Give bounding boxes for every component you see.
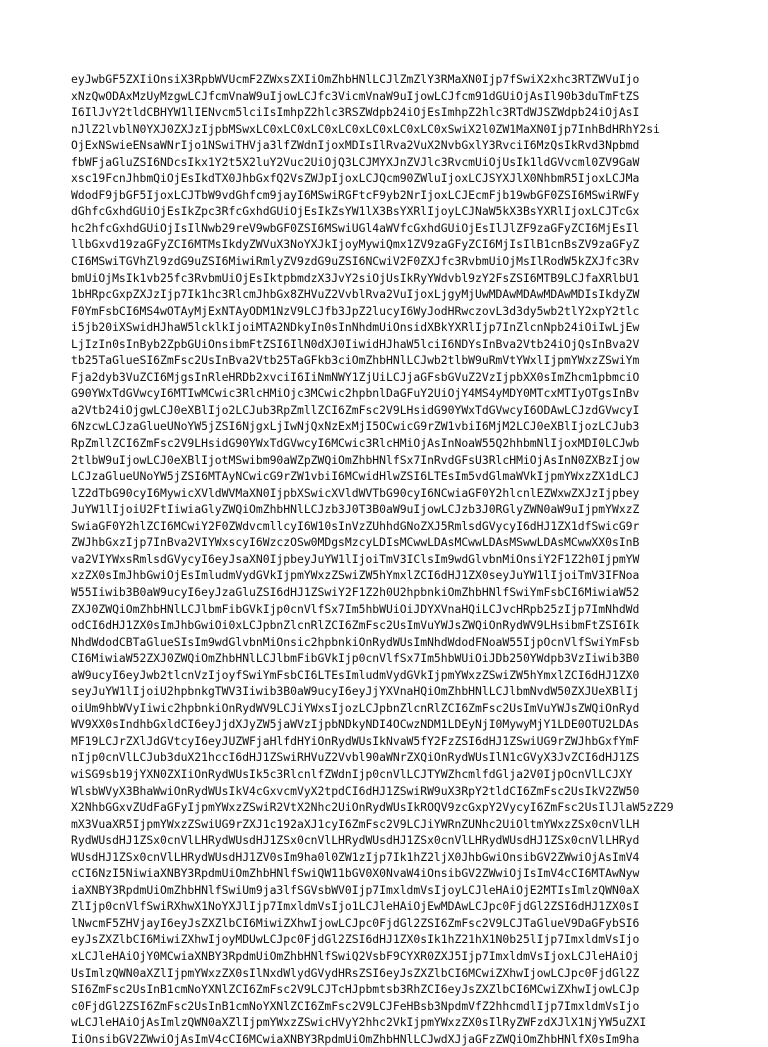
text-line: aW9ucyI6eyJwb2tlcnVzIjoyfSwiYmFsbCI6LTEsImludmVydGVkIjpmYWxzZSwiZW5hYmxlZCI6dHJ1ZX0 [71, 667, 640, 682]
text-line: OjExNSwieENsaWNrIjo1NSwiTHVja3lfZWdnIjoxMDIsIlRva2VuX2NvbGxlY3RvciI6MzQsIkRvd3Npbmd [71, 138, 640, 153]
text-line: xsc19FcnJhbmQiOjEsIkdTX0JhbGxfQ2VsZWJpIjoxLCJQcm90ZWluIjoxLCJSYXJlX0NhbmR5IjoxLCJMa [71, 171, 640, 186]
text-line: llbGxvd19zaGFyZCI6MTMsIkdyZWVuX3NoYXJkIjoyMywiQmx1ZV9zaGFyZCI6MjIsIlB1cnBsZV9zaGFyZ [71, 237, 640, 252]
text-line: bmUiOjMsIk1vb25fc3RvbmUiOjEsIktpbmdzX3JvY2siOjUsIkRyYWdvbl9zY2FsZSI6MTB9LCJfaXRlbU1 [71, 270, 640, 285]
text-line: W55Iiwib3B0aW9ucyI6eyJzaGluZSI6dHJ1ZSwiY2F1Z2h0U2hpbnkiOmZhbHNlfSwiYmFsbCI6MiwiaW52 [71, 584, 640, 599]
text-line: CI6MSwiTGVhZl9zdG9uZSI6MiwiRmlyZV9zdG9uZSI6NCwiV2F0ZXJfc3RvbmUiOjMsIlRodW5kZXJfc3Rv [71, 254, 640, 269]
text-line: seyJuYW1lIjoiU2hpbnkgTWV3Iiwib3B0aW9ucyI6eyJjYXVnaHQiOmZhbHNlLCJlbmNvdW50ZXJUeXBlIj [71, 684, 640, 699]
text-line: odCI6dHJ1ZX0sImJhbGwiOi0xLCJpbnZlcnRlZCI6ZmFsc2UsImVuYWJsZWQiOnRydWV9LHsibmFtZSI6Ik [71, 618, 640, 633]
text-line: SwiaGF0Y2hlZCI6MCwiY2F0ZWdvcmllcyI6W10sInVzZUhhdGNoZXJ5RmlsdGVycyI6dHJ1ZX1dfSwicG9r [71, 518, 640, 533]
text-line: WdodF9jbGF5IjoxLCJTbW9vdGhfcm9jayI6MSwiRGFtcF9yb2NrIjoxLCJEcmFjb19wbGF0ZSI6MSwiRWFy [71, 187, 640, 202]
text-line: a2Vtb24iOjgwLCJ0eXBlIjo2LCJub3RpZmllZCI6ZmFsc2V9LHsidG90YWxTdGVwcyI6ODAwLCJzdGVwcyI [71, 402, 640, 417]
text-line: cCI6NzI5NiwiaXNBY3RpdmUiOmZhbHNlfSwiQW11bGV0X0NvaW4iOnsibGV2ZWwiOjIsImV4cCI6MTAwNyw [71, 866, 640, 881]
text-line: 2tlbW9uIjowLCJ0eXBlIjotMSwibm90aWZpZWQiOmZhbHNlfSx7InRvdGFsU3RlcHMiOjAsInN0ZXBzIjow [71, 452, 640, 467]
text-line: xLCJleHAiOjY0MCwiaXNBY3RpdmUiOmZhbHNlfSwiQ2VsbF9CYXR0ZXJ5Ijp7ImxldmVsIjoxLCJleHAiOj [71, 948, 640, 963]
text-line: UsImlzQWN0aXZlIjpmYWxzZX0sIlNxdWlydGVydHRsZSI6eyJsZXZlbCI6MCwiZXhwIjowLCJpc0FjdGl2Z [71, 965, 640, 980]
text-line: JuYW1lIjoiU2FtIiwiaGlyZWQiOmZhbHNlLCJzb3J0T3B0aW9uIjowLCJzb3J0RGlyZWN0aW9uIjpmYWxzZ [71, 502, 640, 517]
text-line: ZWJhbGxzIjp7InBva2VIYWxscyI6WzczOSw0MDgsMzcyLDIsMCwwLDAsMCwwLDAsMSwwLDAsMCwwXX0sInB [71, 535, 640, 550]
text-line: lNwcmF5ZHVjayI6eyJsZXZlbCI6MiwiZXhwIjowLCJpc0FjdGl2ZSI6ZmFsc2V9LCJTaGlueV9DaGFybSI6 [71, 915, 640, 930]
text-line: 6NzcwLCJzaGlueUNoYW5jZSI6NjgxLjIwNjQxNzExMjI5OCwicG9rZW1vbiI6MjM2LCJ0eXBlIjozLCJub3 [71, 419, 640, 434]
text-line: WUsdHJ1ZSx0cnVlLHRydWUsdHJ1ZV0sIm9ha0l0ZW1zIjp7Ik1hZ2ljX0JhbGwiOnsibGV2ZWwiOjAsImV4 [71, 849, 640, 864]
text-line: F0YmFsbCI6MS4wOTAyMjExNTAyODM1NzV9LCJfb3JpZ2lucyI6WyJodHRwczovL3d3dy5wb2tlY2xpY2tlc [71, 303, 640, 318]
text-line: dGhfcGxhdGUiOjEsIkZpc3RfcGxhdGUiOjEsIkZsYW1lX3BsYXRlIjoyLCJNaW5kX3BsYXRlIjoxLCJTcGx [71, 204, 640, 219]
text-line: mX3VuaXR5IjpmYWxzZSwiUG9rZXJ1c192aXJ1cyI6ZmFsc2V9LCJiYWRnZUNhc2UiOltmYWxzZSx0cnVlLH [71, 816, 640, 831]
encoded-text-block [71, 71, 699, 1047]
text-line: I6IlJvY2tldCBHYW1lIENvcm5lciIsImhpZ2hlc3RSZWdpb24iOjEsImhpZ2hlc3RTdWJSZWdpb24iOjAsI [71, 105, 640, 120]
text-line: SI6ZmFsc2UsInB1cmNoYXNlZCI6ZmFsc2V9LCJTcHJpbmtsb3RhZCI6eyJsZXZlbCI6MCwiZXhwIjowLCJp [71, 982, 640, 997]
text-line: fbWFjaGluZSI6NDcsIkx1Y2t5X2luY2Vuc2UiOjQ3LCJMYXJnZVJlc3RvcmUiOjUsIk1ldGVvcml0ZV9GaW [71, 154, 640, 169]
text-line: X2NhbGGxvZUdFaGFyIjpmYWxzZSwiR2VtX2Nhc2UiOnRydWUsIkROQV9zcGxpY2VycyI6ZmFsc2UsIlJlaW5zZ29 [71, 800, 674, 815]
text-line: c0FjdGl2ZSI6ZmFsc2UsInB1cmNoYXNlZCI6ZmFsc2V9LCJFeHBsb3NpdmVfZ2hhcmdlIjp7ImxldmVsIjo [71, 998, 640, 1013]
text-line: LCJzaGlueUNoYW5jZSI6MTAyNCwicG9rZW1vbiI6MCwidHlwZSI6LTEsIm5vdGlmaWVkIjpmYWxzZX1dLCJ [71, 469, 640, 484]
text-line: nIjp0cnVlLCJub3duX21hccI6dHJ1ZSwiRHVuZ2Vvbl90aWNrZXQiOnRydWUsIlN1cGVyX3JvZCI6dHJ1ZS [71, 750, 640, 765]
text-line: nJlZ2lvblN0YXJ0ZXJzIjpbMSwxLC0xLC0xLC0xLC0xLC0xLC0xLC0xSwiX2l0ZW1MaXN0Ijp7InhBdHRhY2si [71, 121, 660, 136]
text-line: 1bHRpcGxpZXJzIjp7Ik1hc3RlcmJhbGx8ZHVuZ2VvblRva2VuIjoxLjgyMjUwMDAwMDAwMDAwMDIsIkdyZW [71, 287, 640, 302]
text-line: MF19LCJrZXlJdGVtcyI6eyJUZWFjaHlfdHYiOnRydWUsIkNvaW5fY2FzZSI6dHJ1ZSwiUG9rZWJhbGxfYmF [71, 733, 640, 748]
text-line: LjIzIn0sInByb2ZpbGUiOnsibmFtZSI6IlN0dXJ0IiwidHJhaW5lciI6NDYsInBva2Vtb24iOjQsInBva2V [71, 336, 640, 351]
text-line: NhdWdodCBTaGlueSIsIm9wdGlvbnMiOnsic2hpbnkiOnRydWUsImNhdWdodFNoaW55IjpOcnVlfSwiYmFsb [71, 634, 640, 649]
text-line: eyJwbGF5ZXIiOnsiX3RpbWVUcmF2ZWxsZXIiOmZhbHNlLCJlZmZlY3RMaXN0Ijp7fSwiX2xhc3RTZWVuIjo [71, 72, 640, 86]
text-line: tb25TaGlueSI6ZmFsc2UsInBva2Vtb25TaGFkb3ciOmZhbHNlLCJwb2tlbW9uRmVtYWxlIjpmYWxzZSwiYm [71, 353, 640, 368]
text-line: eyJsZXZlbCI6MiwiZXhwIjoyMDUwLCJpc0FjdGl2ZSI6dHJ1ZX0sIk1hZ21hX1N0b25lIjp7ImxldmVsIjo [71, 932, 640, 947]
text-line: ZlIjp0cnVlfSwiRXhwX1NoYXJlIjp7ImxldmVsIjo1LCJleHAiOjEwMDAwLCJpc0FjdGl2ZSI6dHJ1ZX0sI [71, 899, 640, 914]
text-line: lZ2dTbG90cyI6MywicXVldWVMaXN0IjpbXSwicXVldWVTbG90cyI6NCwiaGF0Y2hlcnlEZWxwZXJzIjpbey [71, 485, 640, 500]
text-line: Fja2dyb3VuZCI6MjgsInRleHRDb2xvciI6IiNmNWY1ZjUiLCJjaGFsbGVuZ2VzIjpbXX0sImZhcm1pbmciO [71, 369, 640, 384]
text-line: i5jb20iXSwidHJhaW5lcklkIjoiMTA2NDkyIn0sInNhdmUiOnsidXBkYXRlIjp7InZlcnNpb24iOiIwLjEw [71, 320, 640, 335]
text-line: ZXJ0ZWQiOmZhbHNlLCJlbmFibGVkIjp0cnVlfSx7Im5hbWUiOiJDYXVnaHQiLCJvcHRpb25zIjp7ImNhdWd [71, 601, 640, 616]
text-line: hc2hfcGxhdGUiOjIsIlNwb29reV9wbGF0ZSI6MSwiUGl4aWVfcGxhdGUiOjEsIlJlZF9zaGFyZCI6MjEsIl [71, 220, 640, 235]
text-line: wLCJleHAiOjAsImlzQWN0aXZlIjpmYWxzZSwicHVyY2hhc2VkIjpmYWxzZX0sIlRyZWFzdXJlX1NjYW5uZXI [71, 1015, 647, 1030]
text-line: IiOnsibGV2ZWwiOjAsImV4cCI6MCwiaXNBY3RpdmUiOmZhbHNlLCJwdXJjaGFzZWQiOmZhbHNlfX0sIm9ha [71, 1031, 640, 1046]
text-line: CI6MiwiaW52ZXJ0ZWQiOmZhbHNlLCJlbmFibGVkIjp0cnVlfSx7Im5hbWUiOiJDb250YWdpb3VzIiwib3B0 [71, 651, 640, 666]
text-line: iaXNBY3RpdmUiOmZhbHNlfSwiUm9ja3lfSGVsbWV0Ijp7ImxldmVsIjoyLCJleHAiOjE2MTIsImlzQWN0aX [71, 882, 640, 897]
text-line: oiUm9hbWVyIiwic2hpbnkiOnRydWV9LCJiYWxsIjozLCJpbnZlcnRlZCI6ZmFsc2UsImVuYWJsZWQiOnRyd [71, 700, 640, 715]
text-line: RydWUsdHJ1ZSx0cnVlLHRydWUsdHJ1ZSx0cnVlLHRydWUsdHJ1ZSx0cnVlLHRydWUsdHJ1ZSx0cnVlLHRyd [71, 833, 640, 848]
text-line: xNzQwODAxMzUyMzgwLCJfcmVnaW9uIjowLCJfc3VicmVnaW9uIjowLCJfcm91dGUiOjAsIl90b3duTmFtZS [71, 88, 640, 103]
text-line: WV9XX0sIndhbGxldCI6eyJjdXJyZW5jaWVzIjpbNDkyNDI4OCwzNDM1LDEyNjI0MywyMjY1LDE0OTU2LDAs [71, 717, 640, 732]
text-line: WlsbWVyX3BhaWwiOnRydWUsIkV4cGxvcmVyX2tpdCI6dHJ1ZSwiRW9uX3RpY2tldCI6ZmFsc2UsIkV2ZW50 [71, 783, 640, 798]
text-line: wiSG9sb19jYXN0ZXIiOnRydWUsIk5c3RlcnlfZWdnIjp0cnVlLCJTYWZhcmlfdGlja2V0IjpOcnVlLCJXY [71, 766, 633, 781]
text-line: G90YWxTdGVwcyI6MTIwMCwic3RlcHMiOjc3MCwic2hpbnlDaGFuY2UiOjY4MS4yMDY0MTcxMTIyOTgsInBv [71, 386, 640, 401]
text-line: RpZmllZCI6ZmFsc2V9LHsidG90YWxTdGVwcyI6MCwic3RlcHMiOjAsInNoaW55Q2hhbmNlIjoxMDI0LCJwb [71, 436, 640, 451]
text-line: va2VIYWxsRmlsdGVycyI6eyJsaXN0IjpbeyJuYW1lIjoiTmV3IClsIm9wdGlvbnMiOnsiY2F1Z2h0IjpmYW [71, 551, 640, 566]
text-line: xzZX0sImJhbGwiOjEsImludmVydGVkIjpmYWxzZSwiZW5hYmxlZCI6dHJ1ZX0seyJuYW1lIjoiTmV3IFNoa [71, 568, 640, 583]
